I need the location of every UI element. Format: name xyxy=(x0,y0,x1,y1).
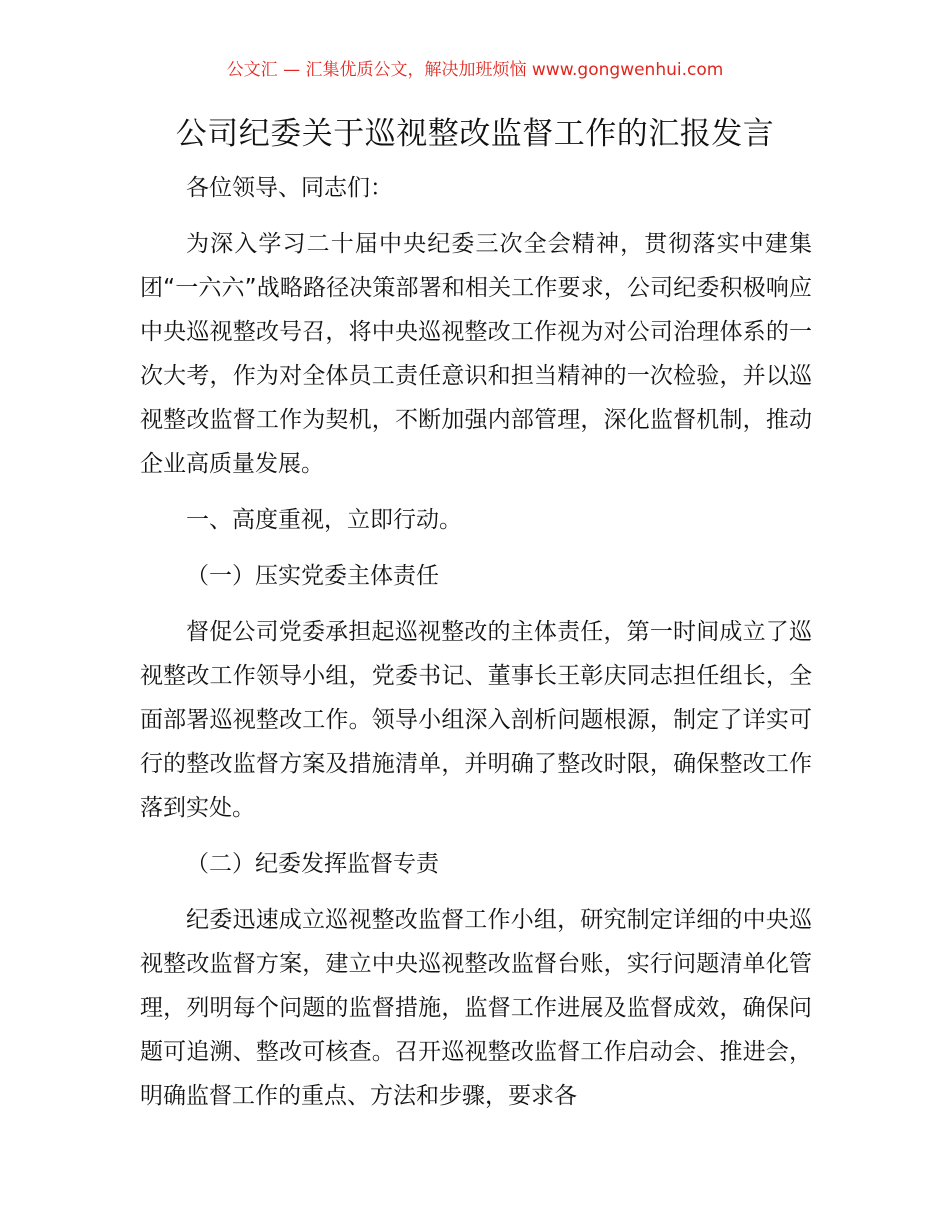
subsection-heading: （二）纪委发挥监督专责 xyxy=(186,851,439,877)
site-banner[interactable]: 公文汇 — 汇集优质公文，解决加班烦恼 www.gongwenhui.com xyxy=(226,60,724,80)
subsection-paragraph: 纪委迅速成立巡视整改监督工作小组，研究制定详细的中央巡视整改监督方案，建立中央巡视整改监督台账，实行问题清单化管理，列明每个问题的监督措施，监督工作进展及监督成效，确保问题可追溯、整改可核查。召开巡视整改监督工作启动会、推进会，明确监督工作的重点、方法和步骤，要求各 xyxy=(140,907,812,1109)
subsection-paragraph: 督促公司党委承担起巡视整改的主体责任，第一时间成立了巡视整改工作领导小组，党委书记、董事长王彰庆同志担任组长，全面部署巡视整改工作。领导小组深入剖析问题根源，制定了详实可行的整改监督方案及措施清单，并明确了整改时限，确保整改工作落到实处。 xyxy=(140,619,812,821)
document-title: 公司纪委关于巡视整改监督工作的汇报发言 xyxy=(175,116,775,152)
section-heading: 一、高度重视，立即行动。 xyxy=(186,507,462,533)
intro-paragraph: 为深入学习二十届中央纪委三次全会精神，贯彻落实中建集团“一六六”战略路径决策部署和相关工作要求，公司纪委积极响应中央巡视整改号召，将中央巡视整改工作视为对公司治理体系的一次大考，作为对全体员工责任意识和担当精神的一次检验，并以巡视整改监督工作为契机，不断加强内部管理，深化监督机制，推动企业高质量发展。 xyxy=(140,231,812,477)
subsection-heading: （一）压实党委主体责任 xyxy=(186,563,439,589)
salutation: 各位领导、同志们： xyxy=(186,175,393,201)
document-body xyxy=(140,166,812,1130)
